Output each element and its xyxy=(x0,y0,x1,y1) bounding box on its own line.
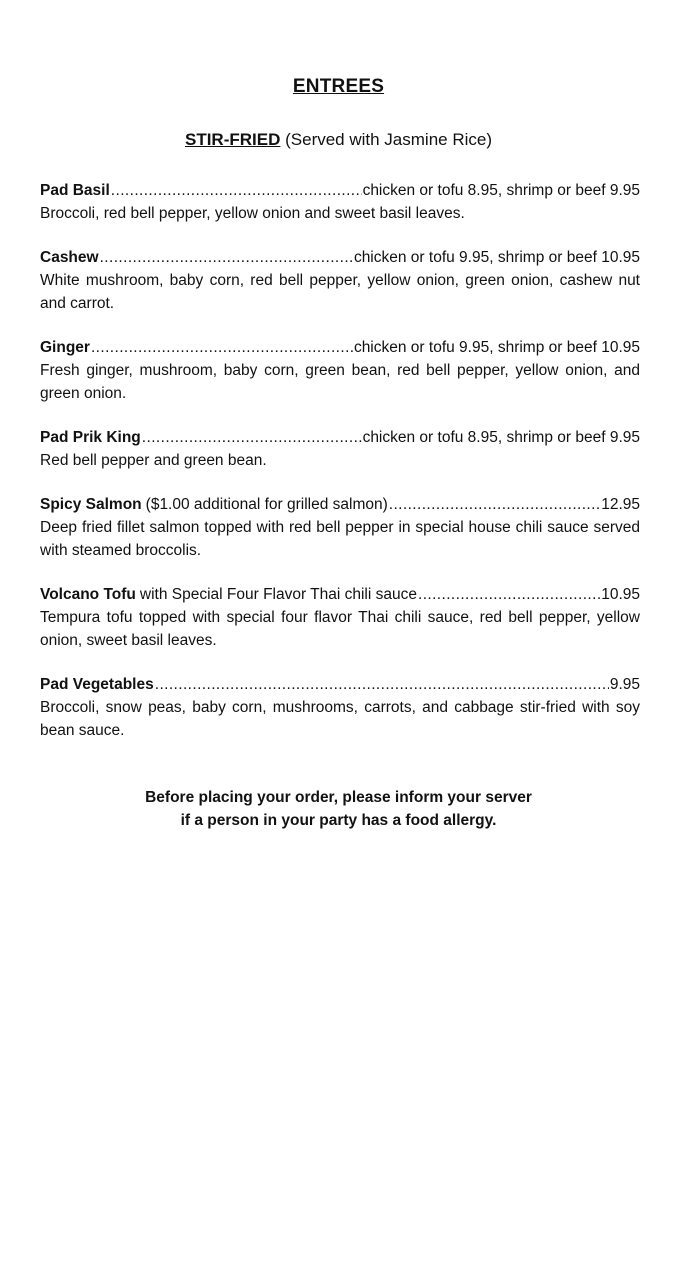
item-line xyxy=(40,673,640,696)
item-note: with Special Four Flavor Thai chili sauce xyxy=(139,586,417,603)
dot-leader xyxy=(142,426,362,449)
item-price: chicken or tofu 9.95, shrimp or beef 10.95 xyxy=(353,249,640,266)
item-price: 10.95 xyxy=(601,586,640,603)
item-name: Pad Vegetables xyxy=(40,676,154,693)
menu-item-cashew xyxy=(40,246,640,315)
item-price: chicken or tofu 8.95, shrimp or beef 9.95 xyxy=(362,182,640,199)
item-line xyxy=(40,246,640,269)
item-description: Tempura tofu topped with special four flavor Thai chili sauce, red bell pepper, yellow onion, sweet basil leaves. xyxy=(40,609,640,649)
item-name: Volcano Tofu xyxy=(40,586,136,603)
item-line xyxy=(40,336,640,359)
item-description: Deep fried fillet salmon topped with red bell pepper in special house chili sauce served with steamed broccolis. xyxy=(40,519,640,559)
item-line xyxy=(40,179,640,202)
item-name: Cashew xyxy=(40,249,99,266)
menu-item-volcano-tofu xyxy=(40,583,640,652)
section-note: (Served with Jasmine Rice) xyxy=(285,130,493,149)
item-price: 9.95 xyxy=(609,676,640,693)
dot-leader xyxy=(418,583,600,606)
item-note: ($1.00 additional for grilled salmon) xyxy=(145,496,388,513)
dot-leader xyxy=(155,673,609,696)
item-line xyxy=(40,583,640,606)
item-price: chicken or tofu 8.95, shrimp or beef 9.95 xyxy=(362,429,640,446)
dot-leader xyxy=(100,246,353,269)
item-description: White mushroom, baby corn, red bell pepper, yellow onion, green onion, cashew nut and carrot. xyxy=(40,272,640,312)
item-name: Pad Prik King xyxy=(40,429,141,446)
item-name: Pad Basil xyxy=(40,182,110,199)
menu-item-spicy-salmon xyxy=(40,493,640,562)
allergy-notice xyxy=(0,786,677,832)
menu-item-pad-vegetables xyxy=(40,673,640,742)
allergy-notice-line-2: if a person in your party has a food allergy. xyxy=(180,812,497,829)
item-description: Broccoli, snow peas, baby corn, mushrooms, carrots, and cabbage stir-fried with soy bean sauce. xyxy=(40,699,640,739)
menu-item-pad-prik-king xyxy=(40,426,640,472)
section-heading xyxy=(0,130,677,150)
allergy-notice-line-1: Before placing your order, please inform your server xyxy=(145,789,532,806)
item-line xyxy=(40,426,640,449)
item-line xyxy=(40,493,640,516)
item-description: Fresh ginger, mushroom, baby corn, green bean, red bell pepper, yellow onion, and green onion. xyxy=(40,362,640,402)
item-description: Red bell pepper and green bean. xyxy=(40,452,267,469)
item-name: Ginger xyxy=(40,339,90,356)
item-price: chicken or tofu 9.95, shrimp or beef 10.95 xyxy=(353,339,640,356)
menu-item-ginger xyxy=(40,336,640,405)
menu-title: ENTREES xyxy=(292,76,385,97)
dot-leader xyxy=(389,493,600,516)
menu-items xyxy=(40,179,640,742)
item-price: 12.95 xyxy=(601,496,640,513)
menu-item-pad-basil xyxy=(40,179,640,225)
dot-leader xyxy=(111,179,362,202)
item-name: Spicy Salmon xyxy=(40,496,142,513)
item-description: Broccoli, red bell pepper, yellow onion and sweet basil leaves. xyxy=(40,205,465,222)
dot-leader xyxy=(91,336,353,359)
section-name: STIR-FRIED xyxy=(184,130,281,149)
